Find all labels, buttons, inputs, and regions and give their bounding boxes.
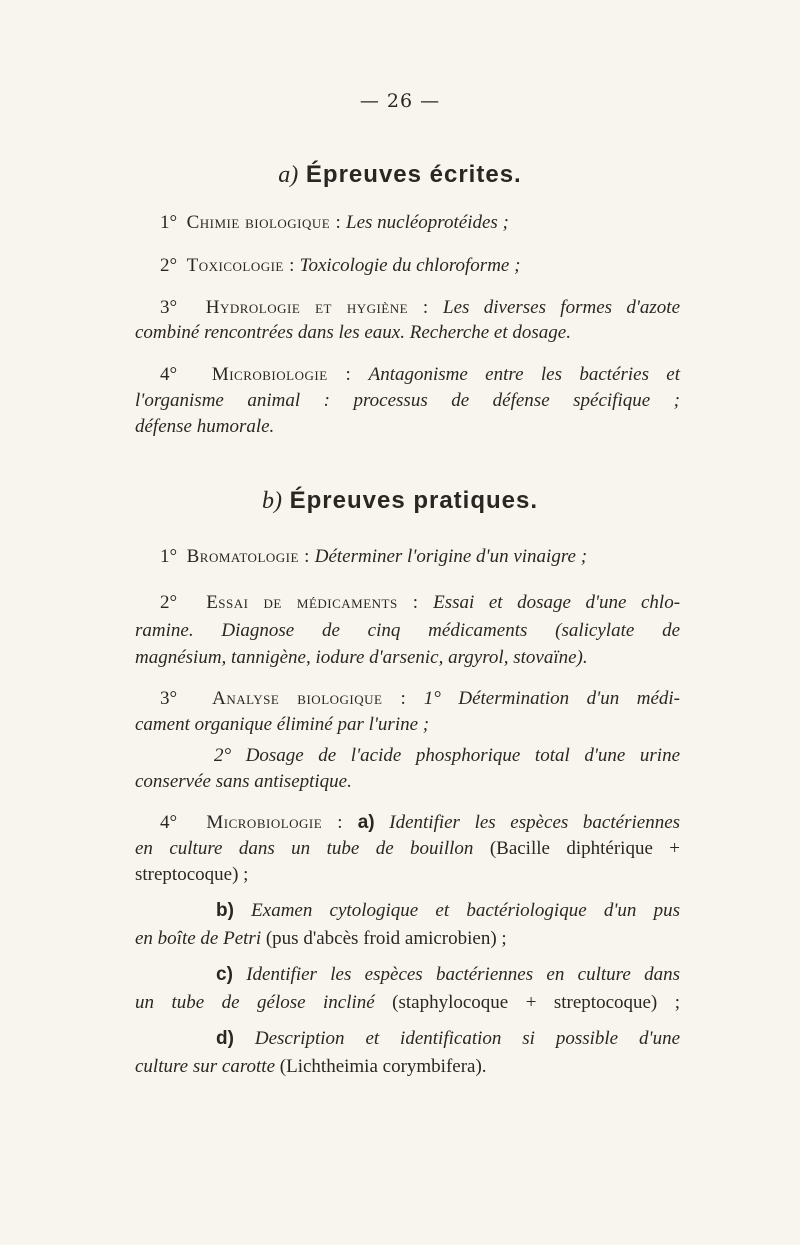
- practical-item-4: [160, 812, 680, 834]
- practical-item-4d: [216, 1028, 680, 1050]
- section-letter: b): [261, 488, 282, 514]
- practical-item-3-sub2: [214, 745, 680, 767]
- sub-topic-italic: culture sur carotte: [135, 1056, 276, 1077]
- sub-number: 1°: [423, 688, 441, 709]
- item-number: 2°: [160, 255, 178, 276]
- section-letter: a): [278, 162, 299, 188]
- page-number: — 26 —: [359, 90, 441, 112]
- sub-label: a): [357, 812, 375, 833]
- sub-topic-line1: Détermination d'un médi-: [458, 688, 680, 709]
- sub-topic-italic: en boîte de Petri: [135, 928, 262, 949]
- sub-topic-roman: (staphylocoque + streptocoque) ;: [392, 992, 680, 1013]
- item-topic-line1: Essai et dosage d'une chlo-: [433, 592, 681, 613]
- written-item-3: [160, 297, 680, 319]
- written-item-4-cont: l'organisme animal : processus de défense spécifique ;: [135, 390, 680, 411]
- practical-item-2-cont2: magnésium, tannigène, iodure d'arsenic, argyrol, stovaïne).: [135, 647, 588, 668]
- written-item-2: [160, 255, 680, 277]
- sub-number: 2°: [214, 745, 232, 766]
- practical-item-4a-cont2: streptocoque) ;: [135, 864, 249, 885]
- item-subject: Analyse biologique :: [212, 688, 407, 709]
- practical-item-4c-cont: [135, 992, 680, 1014]
- sub-label: c): [216, 964, 233, 985]
- sub-topic-italic: un tube de gélose incliné: [135, 992, 375, 1013]
- item-subject: Toxicologie :: [186, 255, 295, 276]
- item-topic: Les nucléoprotéides ;: [346, 212, 509, 233]
- item-topic-line1: Antagonisme entre les bactéries et: [368, 364, 681, 385]
- sub-topic-italic: en culture dans un tube de bouillon: [135, 838, 474, 859]
- item-number: 3°: [160, 688, 178, 709]
- item-subject: Microbiologie :: [206, 812, 344, 833]
- practical-item-3: [160, 688, 680, 710]
- practical-item-4d-cont: [135, 1056, 680, 1078]
- practical-item-3-cont: cament organique éliminé par l'urine ;: [135, 714, 430, 735]
- item-subject: Microbiologie :: [211, 364, 352, 385]
- sub-topic-line1: Identifier les espèces bactériennes en culture dans: [246, 964, 680, 985]
- written-item-1: [160, 212, 680, 234]
- sub-topic-line1: Identifier les espèces bactériennes: [389, 812, 681, 833]
- written-item-3-cont: combiné rencontrées dans les eaux. Recherche et dosage.: [135, 322, 571, 343]
- item-subject: Bromatologie :: [186, 546, 310, 567]
- sub-topic-roman: (Bacille diphtérique +: [489, 838, 681, 859]
- written-item-4: [160, 364, 680, 386]
- section-heading-written: [0, 160, 800, 189]
- item-number: 2°: [160, 592, 178, 613]
- sub-topic-roman: (pus d'abcès froid amicrobien) ;: [265, 928, 507, 949]
- sub-topic-line1: Dosage de l'acide phosphorique total d'une urine: [245, 745, 680, 766]
- item-number: 3°: [160, 297, 178, 318]
- item-number: 1°: [160, 212, 178, 233]
- practical-item-4a-cont: [135, 838, 680, 860]
- item-topic: Déterminer l'origine d'un vinaigre ;: [314, 546, 588, 567]
- sub-topic-roman: (Lichtheimia corymbifera).: [279, 1056, 487, 1077]
- item-subject: Chimie biologique :: [186, 212, 342, 233]
- practical-item-2: [160, 592, 680, 614]
- item-topic-line1: Les diverses formes d'azote: [443, 297, 681, 318]
- practical-item-2-cont: ramine. Diagnose de cinq médicaments (salicylate de: [135, 620, 680, 641]
- section-title: Épreuves pratiques.: [289, 487, 539, 514]
- sub-topic-line1: Description et identification si possible d'une: [254, 1028, 680, 1049]
- sub-label: b): [216, 900, 234, 921]
- sub-label: d): [216, 1028, 234, 1049]
- practical-item-1: [160, 546, 680, 568]
- written-item-4-cont2: défense humorale.: [135, 416, 275, 437]
- section-heading-practical: [0, 486, 800, 515]
- practical-item-4c: [216, 964, 680, 986]
- item-topic: Toxicologie du chloroforme ;: [299, 255, 521, 276]
- item-subject: Hydrologie et hygiène :: [205, 297, 429, 318]
- practical-item-3-sub2-cont: conservée sans antiseptique.: [135, 771, 352, 792]
- practical-item-4b: [216, 900, 680, 922]
- section-title: Épreuves écrites.: [305, 161, 522, 188]
- practical-item-4b-cont: [135, 928, 680, 950]
- item-subject: Essai de médicaments :: [206, 592, 419, 613]
- item-number: 4°: [160, 812, 178, 833]
- item-number: 1°: [160, 546, 178, 567]
- item-number: 4°: [160, 364, 178, 385]
- sub-topic-line1: Examen cytologique et bactériologique d'un pus: [251, 900, 681, 921]
